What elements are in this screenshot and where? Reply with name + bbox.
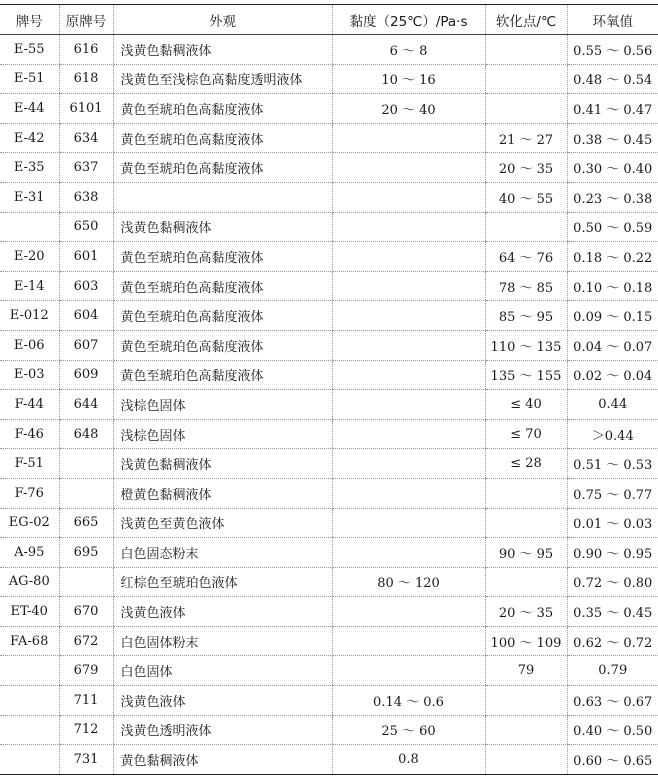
appearance-cell [113,182,332,212]
table-row [0,567,658,597]
old-grade-cell: 604 [59,301,113,331]
viscosity-cell [332,626,485,656]
old-grade-cell: 607 [59,330,113,360]
old-grade-cell: 711 [59,686,113,716]
viscosity-cell: 20 ～ 40 [332,94,485,124]
old-grade-cell: 634 [59,123,113,153]
appearance-cell: 黄色至琥珀色高黏度液体 [113,153,332,183]
grade-cell: F-46 [0,419,59,449]
viscosity-cell [332,123,485,153]
old-grade-cell: 601 [59,242,113,272]
old-grade-cell: 644 [59,390,113,420]
softening-point-cell [485,715,567,745]
epoxy-value-cell: 0.79 [567,656,658,686]
old-grade-cell: 648 [59,419,113,449]
viscosity-cell [332,656,485,686]
viscosity-cell [332,390,485,420]
viscosity-cell [332,360,485,390]
epoxy-value-cell: 0.35 ～ 0.45 [567,597,658,627]
appearance-cell: 黄色至琥珀色高黏度液体 [113,271,332,301]
softening-point-cell: 110 ～ 135 [485,330,567,360]
old-grade-cell: 6101 [59,94,113,124]
appearance-cell: 浅黄色黏稠液体 [113,212,332,242]
table-row [0,656,658,686]
softening-point-cell: 85 ～ 95 [485,301,567,331]
grade-cell: ET-40 [0,597,59,627]
softening-point-cell: ≤ 40 [485,390,567,420]
epoxy-value-cell: 0.50 ～ 0.59 [567,212,658,242]
appearance-cell: 浅黄色黏稠液体 [113,449,332,479]
epoxy-value-cell: 0.09 ～ 0.15 [567,301,658,331]
table-row [0,330,658,360]
appearance-cell: 白色固体 [113,656,332,686]
table-row [0,271,658,301]
appearance-cell: 黄色至琥珀色高黏度液体 [113,242,332,272]
appearance-cell: 浅黄色黏稠液体 [113,35,332,65]
old-grade-cell [59,478,113,508]
softening-point-cell [485,94,567,124]
table-row [0,449,658,479]
appearance-cell: 白色固体粉末 [113,626,332,656]
viscosity-cell [332,478,485,508]
softening-point-cell: ≤ 70 [485,419,567,449]
softening-point-cell [485,478,567,508]
softening-point-cell [485,64,567,94]
old-grade-cell: 665 [59,508,113,538]
epoxy-value-cell: 0.02 ～ 0.04 [567,360,658,390]
appearance-cell: 黄色至琥珀色高黏度液体 [113,94,332,124]
grade-cell [0,686,59,716]
table-row [0,686,658,716]
grade-cell: E-14 [0,271,59,301]
grade-cell: E-31 [0,182,59,212]
appearance-cell: 浅棕色固体 [113,419,332,449]
grade-cell: F-51 [0,449,59,479]
header-row [0,5,658,35]
softening-point-cell: 20 ～ 35 [485,597,567,627]
epoxy-value-cell: 0.01 ～ 0.03 [567,508,658,538]
epoxy-value-cell: 0.18 ～ 0.22 [567,242,658,272]
grade-cell: E-42 [0,123,59,153]
table-row [0,94,658,124]
appearance-cell: 浅棕色固体 [113,390,332,420]
viscosity-cell [332,449,485,479]
viscosity-cell [332,538,485,568]
epoxy-value-cell: 0.60 ～ 0.65 [567,745,658,775]
softening-point-cell: 78 ～ 85 [485,271,567,301]
viscosity-cell [332,419,485,449]
old-grade-cell: 616 [59,35,113,65]
epoxy-value-cell: 0.40 ～ 0.50 [567,715,658,745]
table-row [0,419,658,449]
softening-point-cell [485,745,567,775]
table-row [0,745,658,775]
epoxy-value-cell: 0.48 ～ 0.54 [567,64,658,94]
viscosity-cell [332,182,485,212]
softening-point-cell: 20 ～ 35 [485,153,567,183]
old-grade-cell: 638 [59,182,113,212]
table-body [0,35,658,775]
table-row [0,360,658,390]
epoxy-value-cell: 0.90 ～ 0.95 [567,538,658,568]
old-grade-cell: 609 [59,360,113,390]
grade-cell [0,656,59,686]
appearance-cell: 浅黄色至浅棕色高黏度透明液体 [113,64,332,94]
softening-point-cell [485,686,567,716]
old-grade-cell: 712 [59,715,113,745]
header-appearance: 外观 [113,5,332,35]
table-row [0,123,658,153]
table-row [0,35,658,65]
viscosity-cell [332,508,485,538]
appearance-cell: 浅黄色液体 [113,597,332,627]
viscosity-cell [332,153,485,183]
table-row [0,153,658,183]
table-row [0,182,658,212]
grade-cell: F-76 [0,478,59,508]
table-row [0,390,658,420]
table-row [0,212,658,242]
softening-point-cell: ≤ 28 [485,449,567,479]
softening-point-cell [485,35,567,65]
viscosity-cell [332,242,485,272]
softening-point-cell: 40 ～ 55 [485,182,567,212]
grade-cell [0,212,59,242]
viscosity-cell: 0.14 ～ 0.6 [332,686,485,716]
epoxy-value-cell: 0.04 ～ 0.07 [567,330,658,360]
epoxy-value-cell: 0.41 ～ 0.47 [567,94,658,124]
viscosity-cell [332,271,485,301]
table-row [0,597,658,627]
appearance-cell: 红棕色至琥珀色液体 [113,567,332,597]
table-row [0,242,658,272]
old-grade-cell: 679 [59,656,113,686]
grade-cell: E-55 [0,35,59,65]
grade-cell: EG-02 [0,508,59,538]
table-row [0,715,658,745]
grade-cell: E-35 [0,153,59,183]
grade-cell: AG-80 [0,567,59,597]
softening-point-cell [485,567,567,597]
appearance-cell: 白色固态粉末 [113,538,332,568]
viscosity-cell: 10 ～ 16 [332,64,485,94]
grade-cell: E-20 [0,242,59,272]
grade-cell: E-012 [0,301,59,331]
grade-cell: FA-68 [0,626,59,656]
epoxy-value-cell: 0.72 ～ 0.80 [567,567,658,597]
appearance-cell: 浅黄色至黄色液体 [113,508,332,538]
viscosity-cell [332,597,485,627]
epoxy-value-cell: 0.63 ～ 0.67 [567,686,658,716]
grade-cell [0,715,59,745]
old-grade-cell: 618 [59,64,113,94]
grade-cell [0,745,59,775]
appearance-cell: 黄色至琥珀色高黏度液体 [113,360,332,390]
softening-point-cell: 90 ～ 95 [485,538,567,568]
table-row [0,508,658,538]
old-grade-cell: 672 [59,626,113,656]
viscosity-cell: 80 ～ 120 [332,567,485,597]
epoxy-value-cell: 0.23 ～ 0.38 [567,182,658,212]
table-row [0,538,658,568]
old-grade-cell: 650 [59,212,113,242]
header-softening-point: 软化点/℃ [485,5,567,35]
appearance-cell: 浅黄色透明液体 [113,715,332,745]
viscosity-cell [332,330,485,360]
grade-cell: E-51 [0,64,59,94]
epoxy-value-cell: 0.10 ～ 0.18 [567,271,658,301]
grade-cell: F-44 [0,390,59,420]
epoxy-value-cell: 0.55 ～ 0.56 [567,35,658,65]
softening-point-cell [485,508,567,538]
grade-cell: A-95 [0,538,59,568]
softening-point-cell [485,212,567,242]
header-grade: 牌号 [0,5,59,35]
softening-point-cell: 135 ～ 155 [485,360,567,390]
grade-cell: E-06 [0,330,59,360]
old-grade-cell: 670 [59,597,113,627]
table-row [0,301,658,331]
old-grade-cell [59,449,113,479]
header-viscosity: 黏度（25℃）/Pa·s [332,5,485,35]
table-row [0,478,658,508]
epoxy-resin-table [0,4,658,775]
appearance-cell: 橙黄色黏稠液体 [113,478,332,508]
epoxy-value-cell: ＞0.44 [567,419,658,449]
epoxy-value-cell: 0.30 ～ 0.40 [567,153,658,183]
old-grade-cell: 603 [59,271,113,301]
grade-cell: E-44 [0,94,59,124]
old-grade-cell: 637 [59,153,113,183]
table-row [0,64,658,94]
epoxy-value-cell: 0.75 ～ 0.77 [567,478,658,508]
viscosity-cell [332,212,485,242]
epoxy-value-cell: 0.62 ～ 0.72 [567,626,658,656]
appearance-cell: 黄色至琥珀色高黏度液体 [113,330,332,360]
softening-point-cell: 21 ～ 27 [485,123,567,153]
old-grade-cell [59,567,113,597]
header-epoxy-value: 环氧值 [567,5,658,35]
viscosity-cell: 25 ～ 60 [332,715,485,745]
header-old-grade: 原牌号 [59,5,113,35]
table-row [0,626,658,656]
epoxy-value-cell: 0.38 ～ 0.45 [567,123,658,153]
appearance-cell: 黄色至琥珀色高黏度液体 [113,123,332,153]
old-grade-cell: 695 [59,538,113,568]
softening-point-cell: 79 [485,656,567,686]
appearance-cell: 黄色黏稠液体 [113,745,332,775]
epoxy-value-cell: 0.51 ～ 0.53 [567,449,658,479]
grade-cell: E-03 [0,360,59,390]
appearance-cell: 浅黄色液体 [113,686,332,716]
viscosity-cell [332,301,485,331]
epoxy-value-cell: 0.44 [567,390,658,420]
appearance-cell: 黄色至琥珀色高黏度液体 [113,301,332,331]
viscosity-cell: 0.8 [332,745,485,775]
softening-point-cell: 64 ～ 76 [485,242,567,272]
softening-point-cell: 100 ～ 109 [485,626,567,656]
old-grade-cell: 731 [59,745,113,775]
viscosity-cell: 6 ～ 8 [332,35,485,65]
